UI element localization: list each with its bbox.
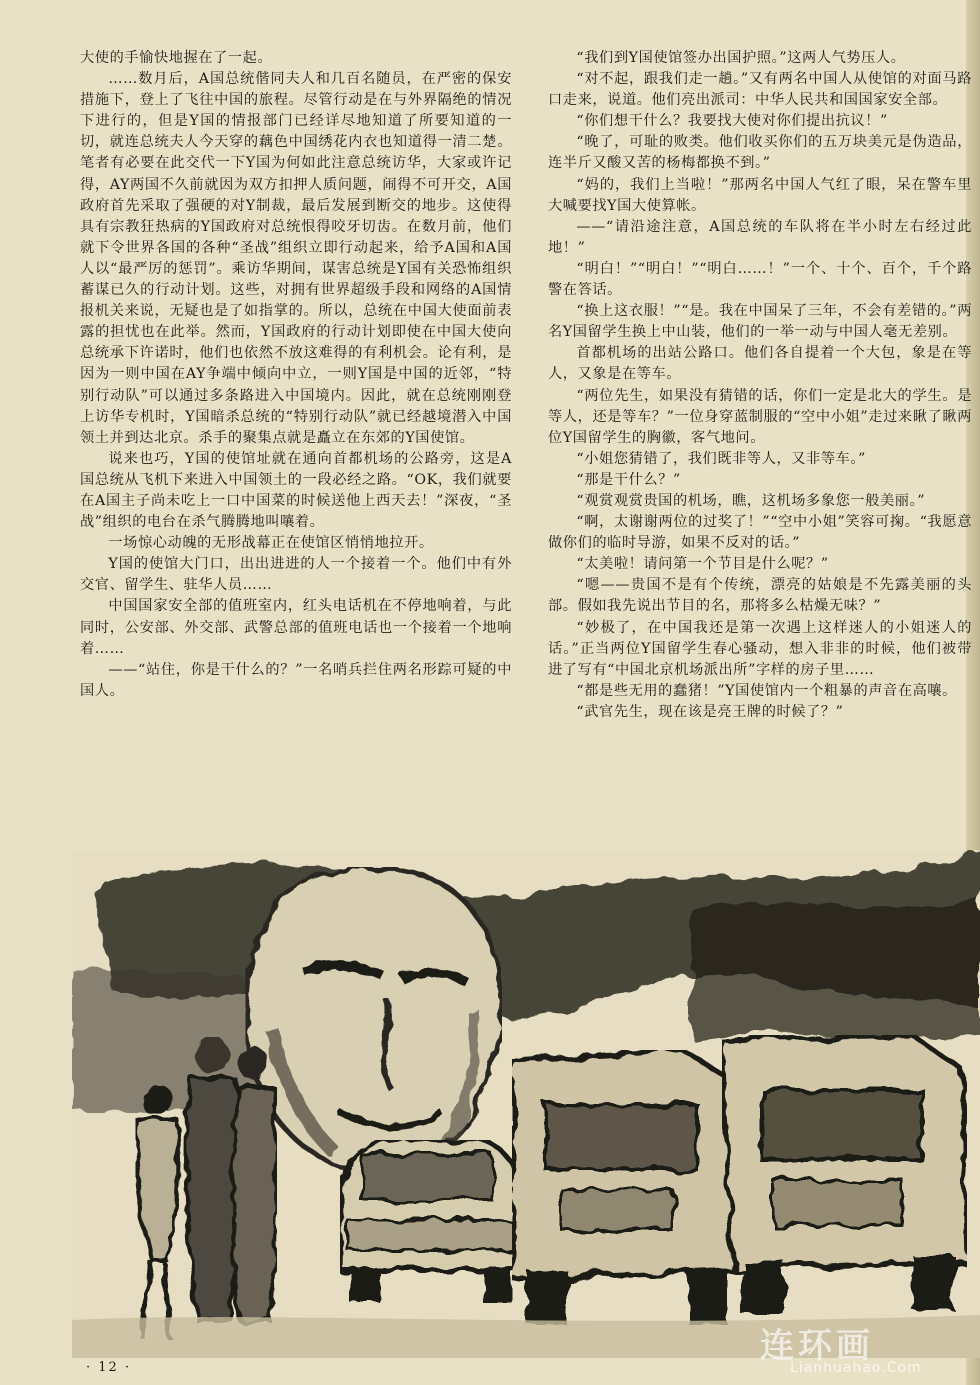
car [340,1140,522,1303]
paragraph: “那是干什么？” [576,471,681,488]
paragraph: ——“站住，你是干什么的？”一名哨兵拦住两名形踪可疑的中国人。 [80,661,512,699]
paragraph: “都是些无用的蠢猪！”Y国使馆内一个粗暴的声音在高嚷。 [576,682,957,699]
ink-illustration [72,850,980,1358]
paragraph: “嗯——贵国不是有个传统，漂亮的姑娘是不先露美丽的头部。假如我先说出节目的名，那将多么枯燥无味？” [548,577,972,615]
paragraph: ——“请沿途注意，A国总统的车队将在半小时左右经过此地！” [548,218,972,256]
paragraph: “晚了，可耻的败类。他们收买你们的五万块美元是伪造品，连半斤又酸又苦的杨梅都换不到。” [548,134,972,172]
paragraph: “小姐您猜错了，我们既非等人，又非等车。” [576,450,866,467]
illustration-drawing [72,850,980,1358]
paragraph: 大使的手愉快地握在了一起。 [80,50,273,66]
paragraph: 中国国家安全部的值班室内，红头电话机在不停地响着，与此同时，公安部、外交部、武警总部的值班电话也一个接着一个地响着…… [80,598,512,657]
page-number: · 12 · [86,1360,132,1375]
paragraph: ……数月后，A国总统偕同夫人和几百名随员，在严密的保安措施下，登上了飞往中国的旅程。尽管行动是在与外界隔绝的情况下进行的，但是Y国的情报部门已经详尽地知道了所要知道的一切，就连总统夫人今天穿的藕色中国绣花内衣也知道得一清二楚。笔者有必要在此交代一下Y国为何如此注意总统访华，大家或许记得，AY两国不久前就因为双方扣押人质问题，闹得不可开交，A国政府首先采取了强硬的对Y制裁，最后发展到断交的地步。这使得具有宗教狂热病的Y国政府对总统恨得咬牙切齿。在数月前，他们就下令世界各国的各种“圣战”组织立即行动起来，给予A国和A国人以“最严厉的惩罚”。乘访华期间，谋害总统是Y国有关恐怖组织蓄谋已久的行动计划。这些，对拥有世界超级手段和网络的A国情报机关来说，无疑也是了如指掌的。所以，总统在中国大使面前表露的担忧也在此举。然而，Y国政府的行动计划即使在中国大使向总统承下许诺时，他们也依然不放这难得的有利机会。论有利，是因为一则中国在AY争端中倾向中立，一则Y国是中国的近邻，“特别行动队”可以通过多条路进入中国境内。因此，就在总统刚刚登上访华专机时，Y国暗杀总统的“特别行动队”就已经越境潜入中国领土并到达北京。杀手的聚集点就是矗立在东郊的Y国使馆。 [80,71,512,446]
paragraph: “妙极了，在中国我还是第一次遇上这样迷人的小姐迷人的话。”正当两位Y国留学生春心骚动，想入非非的时候，他们被带进了写有“中国北京机场派出所”字样的房子里…… [548,619,972,678]
left-text-column [80,48,512,702]
paragraph: “我们到Y国使馆签办出国护照。”这两人气势压人。 [576,50,906,66]
paragraph: “观赏观赏贵国的机场，瞧，这机场多象您一般美丽。” [576,492,926,509]
paragraph: “你们想干什么？我要找大使对你们提出抗议！” [576,113,888,130]
paragraph: “两位先生，如果没有猜错的话，你们一定是北大的学生。是等人，还是等车？”一位身穿蓝制服的“空中小姐”走过来瞅了瞅两位Y国留学生的胸徽，客气地问。 [548,387,972,446]
truck-left [512,1050,737,1325]
paragraph: “啊，太谢谢两位的过奖了！”“空中小姐”笑容可掬。“我愿意做你们的临时导游，如果不反对的话。” [548,514,972,552]
paragraph: “武官先生，现在该是亮王牌的时候了？” [576,703,844,720]
truck-right [722,1035,967,1315]
paragraph: “妈的，我们上当啦！”那两名中国人气红了眼，呆在警车里大喊要找Y国大使算帐。 [548,176,972,214]
watermark-url: Lianhuahao.Com [790,1360,922,1376]
paragraph: 首都机场的出站公路口。他们各自提着一个大包，象是在等人，又象是在等车。 [548,345,972,383]
paragraph: “明白！”“明白！”“明白……！”一个、十个、百个，千个路警在答话。 [548,260,972,299]
paragraph: Y国的使馆大门口，出出进进的人一个接着一个。他们中有外交官、留学生、驻华人员…… [80,556,512,594]
paragraph: 说来也巧，Y国的使馆址就在通向首都机场的公路旁，这是A国总统从飞机下来进入中国领土的一段必经之路。“OK，我们就要在A国主子尚未吃上一口中国菜的时候送他上西天去！”深夜，“圣战”组织的电台在杀气腾腾地叫嚷着。 [80,450,512,531]
watermark-logo: 连环画 [760,1326,874,1366]
large-face [246,867,502,1171]
paragraph: 一场惊心动魄的无形战幕正在使馆区悄悄地拉开。 [108,535,434,552]
right-text-column [548,48,972,723]
paragraph: “换上这衣服！”“是。我在中国呆了三年，不会有差错的。”两名Y国留学生换上中山装，他们的一举一动与中国人毫无差别。 [548,303,972,341]
paragraph: “太美啦！请问第一个节目是什么呢？” [576,556,829,573]
paragraph: “对不起，跟我们走一趟。”又有两名中国人从使馆的对面马路口走来，说道。他们亮出派司：中华人民共和国国家安全部。 [548,71,972,109]
